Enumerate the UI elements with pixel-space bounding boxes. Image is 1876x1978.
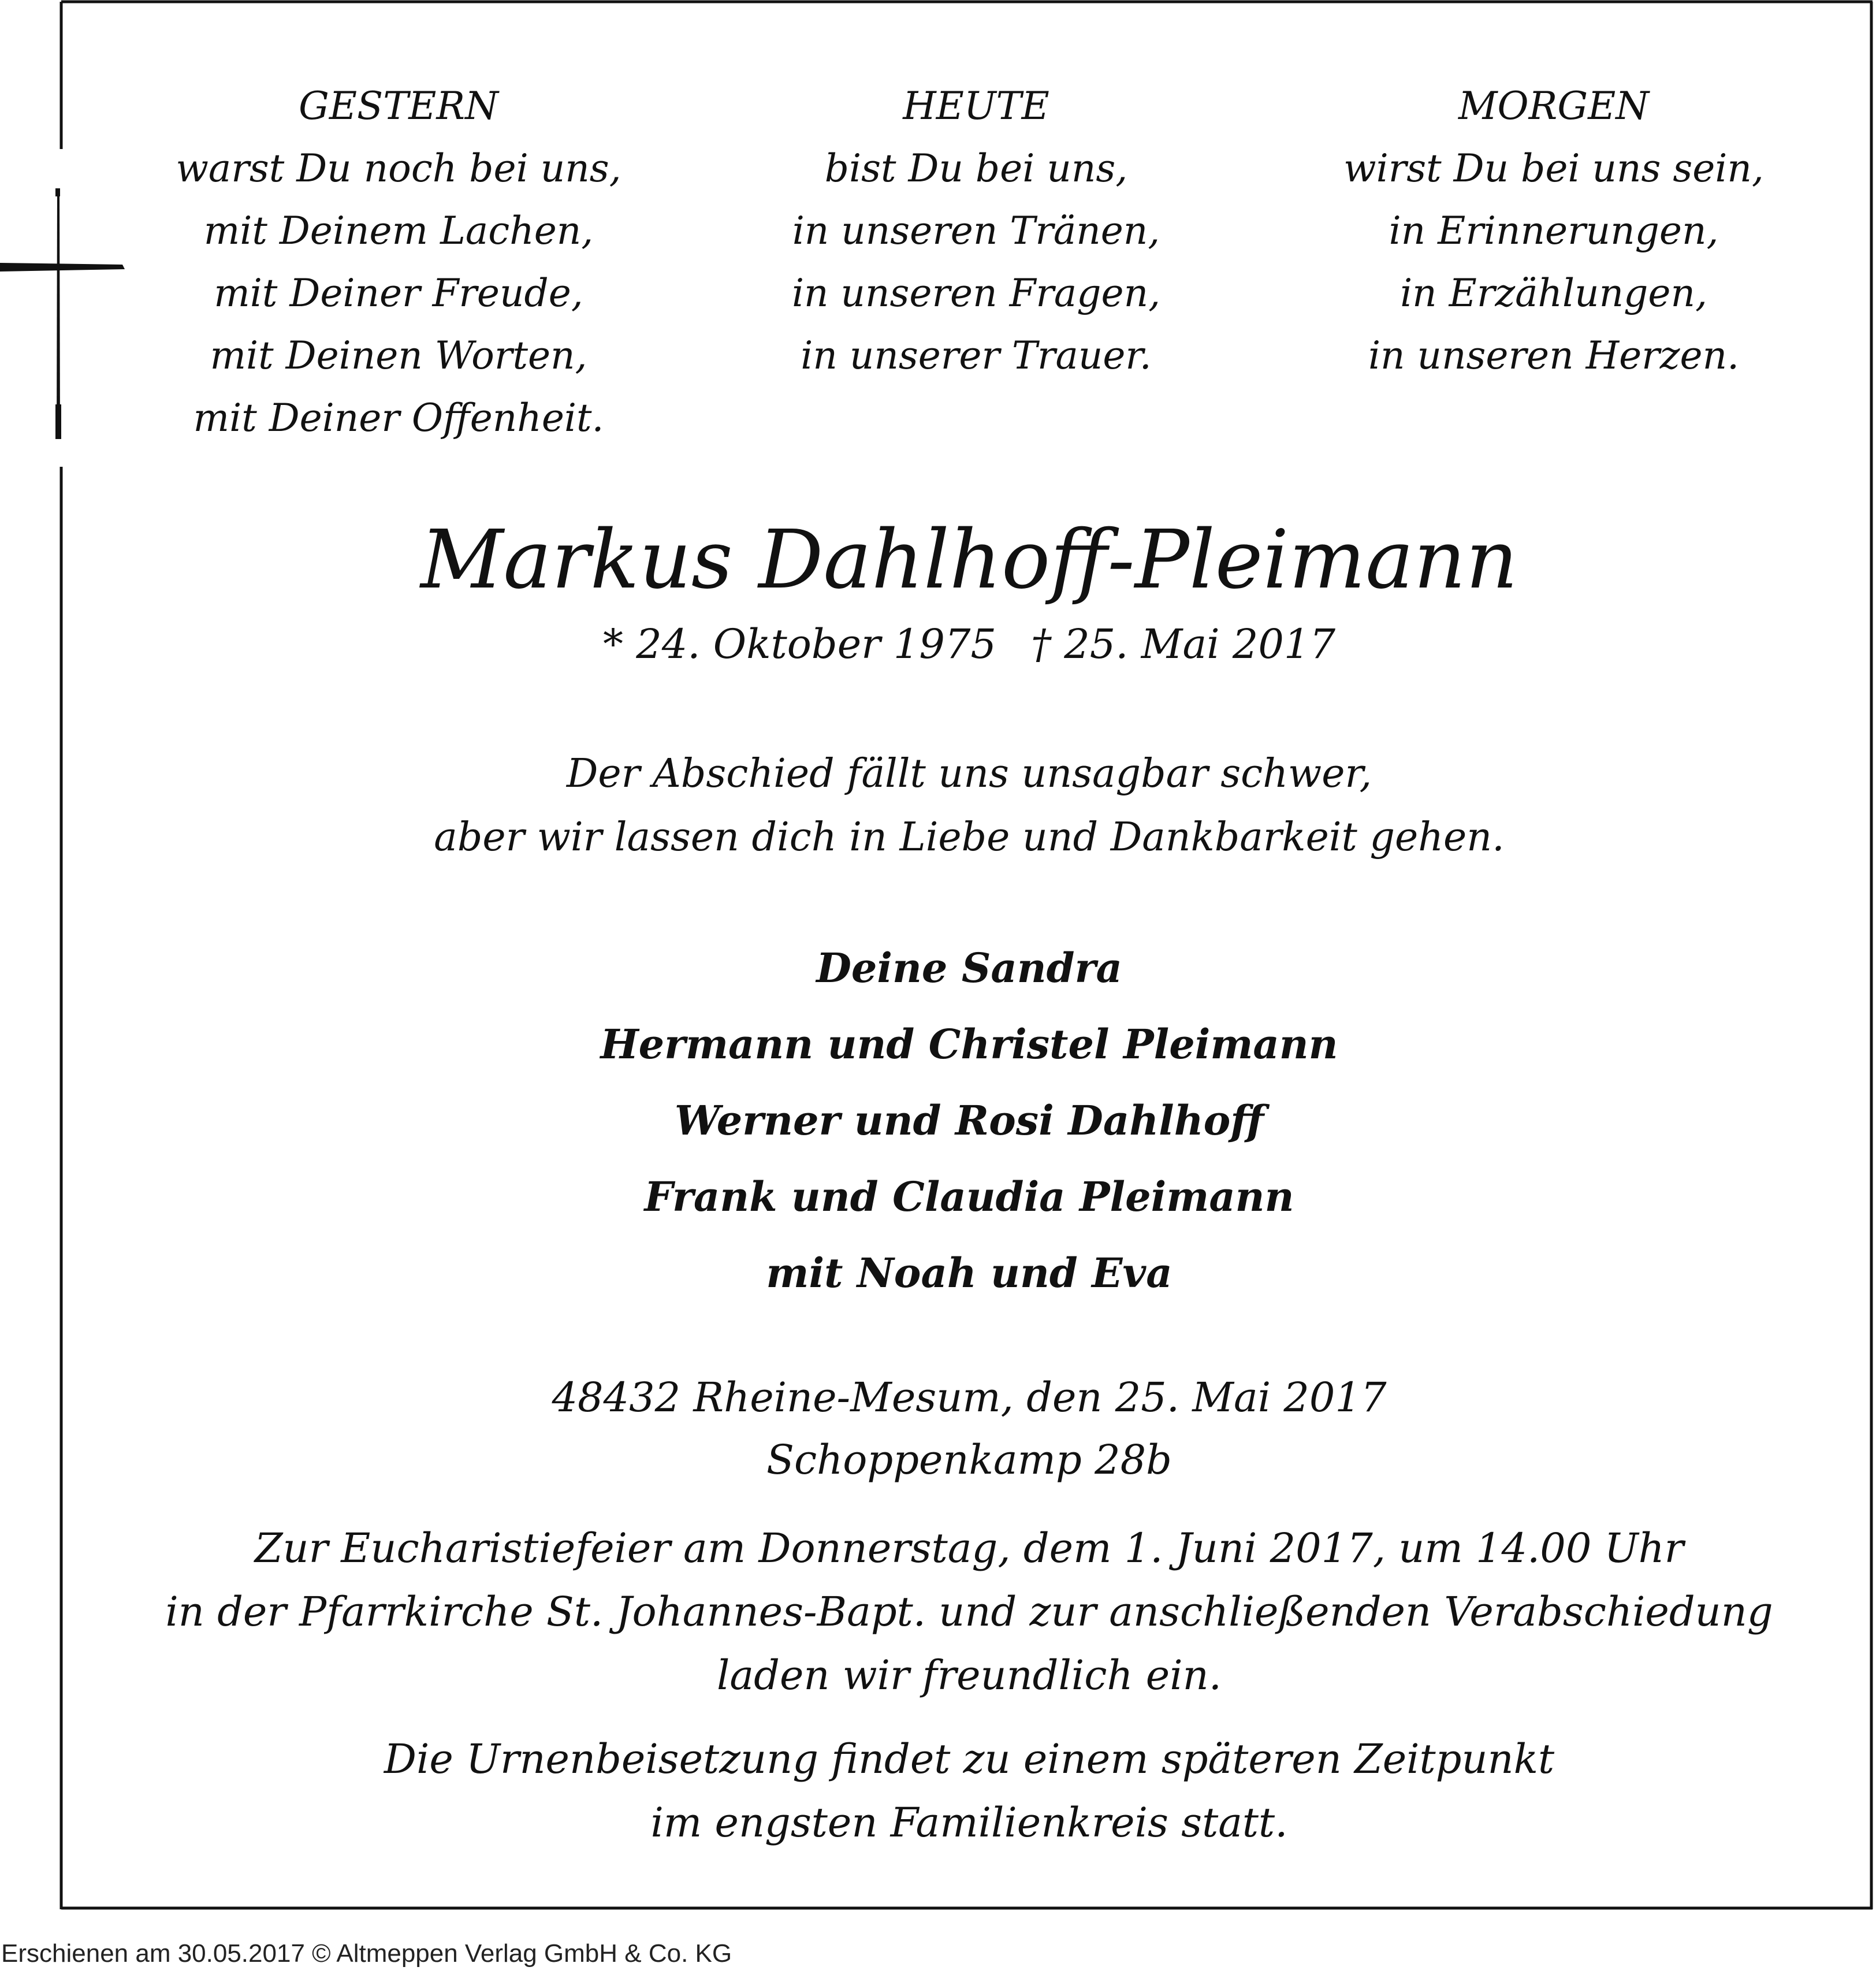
place-and-date: [62, 1366, 1876, 1491]
place-line: 48432 Rheine-Mesum, den 25. Mai 2017: [552, 1374, 1387, 1421]
poem-column-morgen: [1265, 75, 1842, 387]
poem-line: in unseren Fragen,: [791, 271, 1161, 315]
farewell-line: Der Abschied fällt uns unsagbar schwer,: [566, 751, 1372, 797]
farewell-text: [62, 742, 1876, 869]
poem-line: mit Deinem Lachen,: [203, 209, 594, 253]
poem-line: wirst Du bei uns sein,: [1343, 146, 1764, 191]
poem-line: mit Deiner Freude,: [214, 271, 583, 315]
service-line: Zur Eucharistiefeier am Donnerstag, dem 1. Juni 2017, um 14.00 Uhr: [254, 1525, 1684, 1572]
poem-line: in unseren Herzen.: [1368, 333, 1740, 378]
poem-line: in Erinnerungen,: [1389, 209, 1719, 253]
address-line: Schoppenkamp 28b: [766, 1436, 1172, 1484]
family-member: Deine Sandra: [816, 944, 1122, 992]
family-member: mit Noah und Eva: [766, 1249, 1172, 1297]
family-member: Frank und Claudia Pleimann: [644, 1173, 1294, 1221]
service-invitation: [62, 1516, 1876, 1707]
poem-column-gestern: [110, 75, 687, 449]
urn-line: im engsten Familienkreis statt.: [650, 1799, 1288, 1846]
poem-line: bist Du bei uns,: [824, 146, 1128, 191]
life-dates: [62, 615, 1876, 673]
family-list: [62, 930, 1876, 1311]
urn-line: Die Urnenbeisetzung findet zu einem späteren Zeitpunkt: [384, 1735, 1555, 1783]
poem-line: in unserer Trauer.: [801, 333, 1152, 378]
birth-date: * 24. Oktober 1975: [602, 620, 996, 668]
poem-line: mit Deinen Worten,: [210, 333, 587, 378]
poem-heading: HEUTE: [903, 84, 1049, 128]
poem-heading: MORGEN: [1458, 84, 1650, 128]
urn-note: [62, 1727, 1876, 1854]
family-member: Werner und Rosi Dahlhoff: [674, 1096, 1264, 1144]
publication-footer: Erschienen am 30.05.2017 © Altmeppen Verlag GmbH & Co. KG: [1, 1939, 732, 1968]
poem-line: mit Deiner Offenheit.: [193, 396, 604, 440]
poem-line: in Erzählungen,: [1400, 271, 1707, 315]
deceased-name: Markus Dahlhoff-Pleimann: [420, 513, 1518, 607]
farewell-line: aber wir lassen dich in Liebe und Dankbarkeit gehen.: [434, 815, 1505, 860]
poem-heading: GESTERN: [299, 84, 498, 128]
death-date: † 25. Mai 2017: [1030, 620, 1336, 668]
service-line: in der Pfarrkirche St. Johannes-Bapt. und zur anschließenden Verabschiedung: [165, 1588, 1773, 1635]
poem-line: warst Du noch bei uns,: [176, 146, 621, 191]
poem-column-heute: [687, 75, 1265, 387]
poem-line: in unseren Tränen,: [792, 209, 1160, 253]
service-line: laden wir freundlich ein.: [717, 1652, 1222, 1699]
family-member: Hermann und Christel Pleimann: [600, 1020, 1338, 1068]
